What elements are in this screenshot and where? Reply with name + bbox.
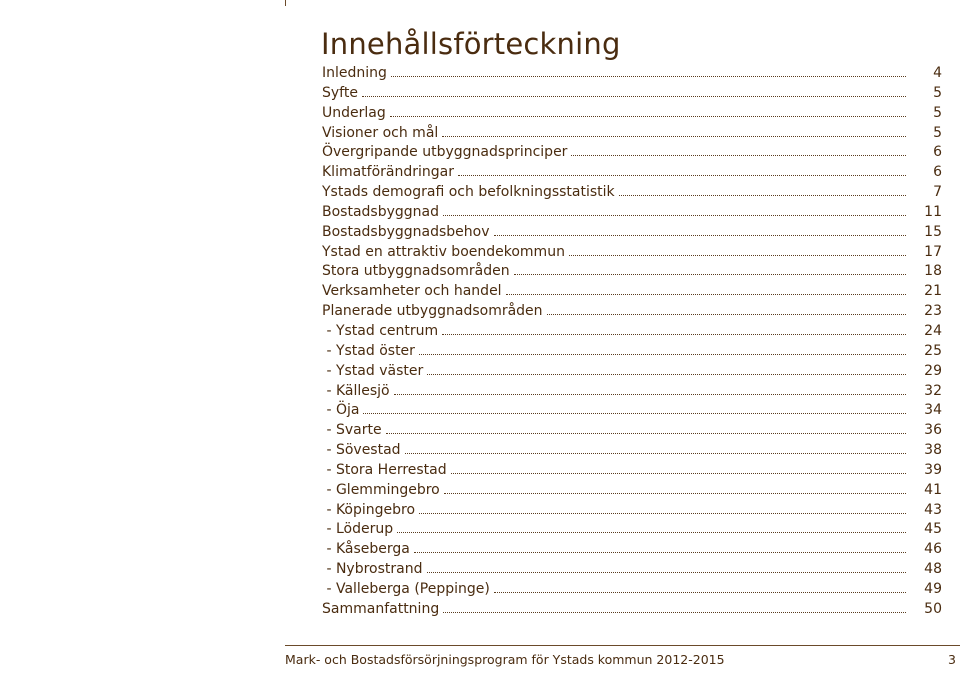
toc-leader-dots	[444, 493, 906, 494]
toc-entry-page: 21	[924, 283, 942, 300]
toc-entry-label: - Ystad väster	[322, 362, 424, 379]
toc-entry[interactable]	[322, 481, 942, 501]
toc-entry-label: Underlag	[322, 104, 386, 121]
toc-entry[interactable]	[322, 183, 942, 203]
toc-entry-page: 11	[924, 203, 942, 220]
toc-leader-dots	[443, 612, 906, 613]
toc-entry-page: 6	[933, 144, 942, 161]
toc-entry[interactable]	[322, 441, 942, 461]
toc-entry-label: Bostadsbyggnadsbehov	[322, 223, 490, 240]
page-title: Innehållsförteckning	[321, 27, 621, 62]
toc-entry[interactable]	[322, 342, 942, 362]
toc-entry-page: 17	[924, 243, 942, 260]
toc-entry[interactable]	[322, 401, 942, 421]
toc-leader-dots	[442, 136, 906, 137]
toc-entry-page: 50	[924, 600, 942, 617]
toc-entry[interactable]	[322, 322, 942, 342]
toc-leader-dots	[427, 374, 906, 375]
toc-entry-label: - Glemmingebro	[322, 481, 440, 498]
toc-leader-dots	[390, 116, 906, 117]
toc-entry-page: 5	[933, 124, 942, 141]
toc-entry-page: 45	[924, 521, 942, 538]
toc-entry-label: - Ystad centrum	[322, 322, 439, 339]
toc-entry-page: 5	[933, 104, 942, 121]
toc-leader-dots	[386, 433, 906, 434]
footer-page-number: 3	[948, 652, 956, 667]
toc-entry-page: 25	[924, 342, 942, 359]
toc-entry-label: - Ystad öster	[322, 342, 415, 359]
toc-leader-dots	[494, 592, 906, 593]
toc-entry-page: 43	[924, 501, 942, 518]
toc-entry-label: - Öja	[322, 402, 360, 419]
toc-entry-label: - Kåseberga	[322, 541, 410, 558]
toc-leader-dots	[394, 394, 906, 395]
toc-entry[interactable]	[322, 382, 942, 402]
toc-entry-label: Ystad en attraktiv boendekommun	[322, 243, 565, 260]
toc-entry[interactable]	[322, 203, 942, 223]
table-of-contents	[322, 64, 942, 620]
toc-leader-dots	[443, 215, 906, 216]
toc-entry-label: Ystads demografi och befolkningsstatistik	[322, 184, 615, 201]
top-divider	[285, 0, 286, 6]
toc-entry-label: - Stora Herrestad	[322, 461, 447, 478]
toc-leader-dots	[506, 294, 906, 295]
toc-entry[interactable]	[322, 302, 942, 322]
toc-entry-label: Verksamheter och handel	[322, 283, 502, 300]
toc-entry-page: 18	[924, 263, 942, 280]
toc-entry-page: 5	[933, 84, 942, 101]
toc-leader-dots	[391, 76, 906, 77]
toc-leader-dots	[362, 96, 906, 97]
toc-leader-dots	[419, 513, 906, 514]
toc-entry[interactable]	[322, 262, 942, 282]
toc-entry[interactable]	[322, 600, 942, 620]
toc-entry-page: 36	[924, 422, 942, 439]
toc-leader-dots	[547, 314, 906, 315]
toc-entry-label: Inledning	[322, 65, 387, 81]
toc-entry[interactable]	[322, 560, 942, 580]
footer-title: Mark- och Bostadsförsörjningsprogram för Ystads kommun 2012-2015	[285, 652, 725, 667]
toc-entry[interactable]	[322, 124, 942, 144]
footer-divider	[285, 645, 960, 646]
toc-entry-label: Visioner och mål	[322, 124, 439, 141]
toc-entry[interactable]	[322, 223, 942, 243]
toc-entry[interactable]	[322, 421, 942, 441]
toc-entry-label: Syfte	[322, 84, 358, 101]
toc-entry-label: - Nybrostrand	[322, 561, 423, 578]
toc-entry[interactable]	[322, 64, 942, 84]
toc-leader-dots	[397, 532, 906, 533]
toc-entry-page: 32	[924, 382, 942, 399]
toc-leader-dots	[427, 572, 907, 573]
toc-entry[interactable]	[322, 104, 942, 124]
toc-leader-dots	[451, 473, 906, 474]
toc-leader-dots	[569, 255, 906, 256]
toc-entry-page: 48	[924, 561, 942, 578]
toc-entry-label: Planerade utbyggnadsområden	[322, 303, 543, 320]
toc-entry-label: - Sövestad	[322, 442, 401, 459]
toc-entry[interactable]	[322, 362, 942, 382]
toc-leader-dots	[571, 155, 906, 156]
toc-entry-page: 39	[924, 461, 942, 478]
toc-entry-label: Övergripande utbyggnadsprinciper	[322, 144, 568, 161]
toc-leader-dots	[619, 195, 906, 196]
toc-leader-dots	[514, 274, 906, 275]
toc-entry-page: 34	[924, 402, 942, 419]
toc-entry-page: 41	[924, 481, 942, 498]
toc-entry-label: Bostadsbyggnad	[322, 203, 439, 220]
toc-entry-page: 24	[924, 322, 942, 339]
toc-entry[interactable]	[322, 143, 942, 163]
toc-entry[interactable]	[322, 163, 942, 183]
toc-leader-dots	[405, 453, 906, 454]
toc-leader-dots	[442, 334, 906, 335]
toc-entry-page: 4	[933, 65, 942, 81]
toc-entry-label: - Löderup	[322, 521, 394, 538]
toc-leader-dots	[363, 413, 906, 414]
toc-leader-dots	[458, 175, 906, 176]
toc-entry-page: 46	[924, 541, 942, 558]
toc-entry-label: Klimatförändringar	[322, 164, 454, 181]
toc-entry[interactable]	[322, 243, 942, 263]
toc-entry-page: 6	[933, 164, 942, 181]
toc-entry-label: Sammanfattning	[322, 600, 440, 617]
toc-entry-label: - Svarte	[322, 422, 382, 439]
toc-entry-label: Stora utbyggnadsområden	[322, 263, 510, 280]
toc-leader-dots	[494, 235, 906, 236]
toc-leader-dots	[414, 552, 906, 553]
toc-entry-page: 38	[924, 442, 942, 459]
toc-entry[interactable]	[322, 461, 942, 481]
toc-entry-label: - Valleberga (Peppinge)	[322, 580, 490, 597]
toc-entry[interactable]	[322, 501, 942, 521]
toc-leader-dots	[419, 354, 906, 355]
toc-entry-label: - Köpingebro	[322, 501, 416, 518]
toc-entry-page: 7	[933, 184, 942, 201]
toc-entry[interactable]	[322, 84, 942, 104]
toc-entry[interactable]	[322, 580, 942, 600]
toc-entry-page: 15	[924, 223, 942, 240]
toc-entry[interactable]	[322, 282, 942, 302]
toc-entry-page: 23	[924, 303, 942, 320]
toc-entry-page: 29	[924, 362, 942, 379]
toc-entry-page: 49	[924, 580, 942, 597]
toc-entry[interactable]	[322, 520, 942, 540]
toc-entry[interactable]	[322, 540, 942, 560]
toc-entry-label: - Källesjö	[322, 382, 390, 399]
